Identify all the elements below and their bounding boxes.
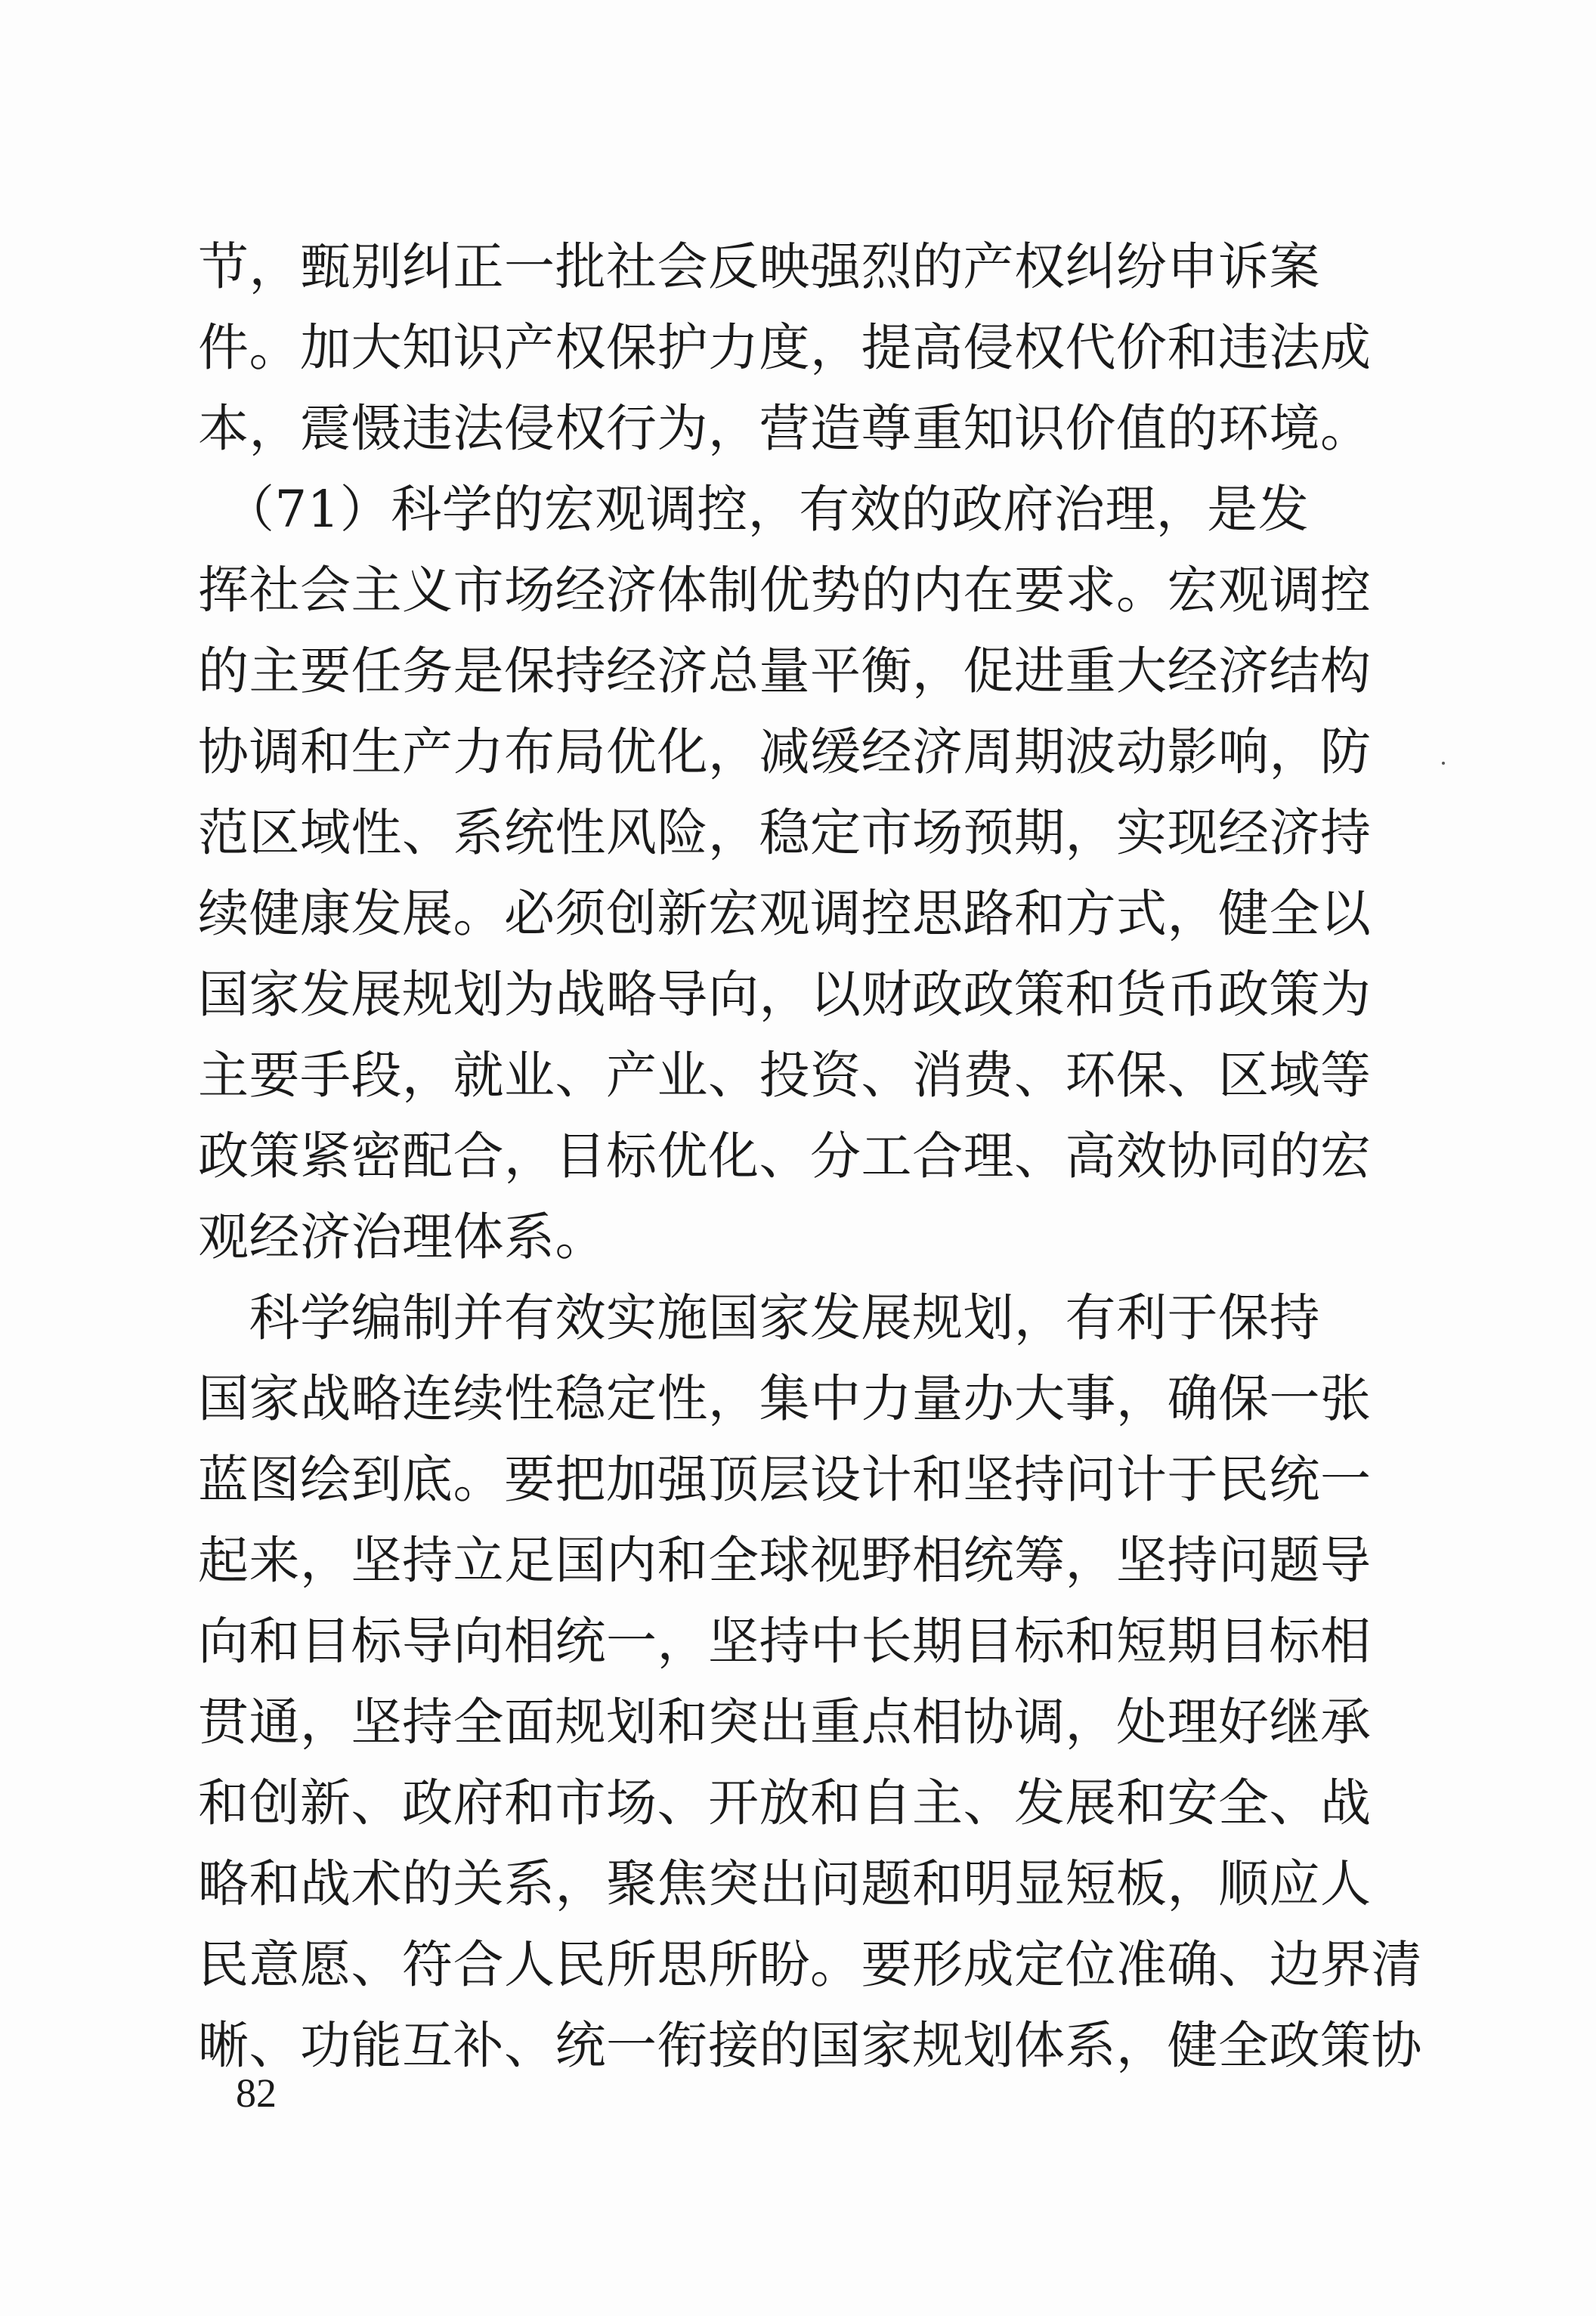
text-line: 观经济治理体系。 bbox=[198, 1207, 606, 1266]
text-line: 起来，坚持立足国内和全球视野相统筹，坚持问题导 bbox=[198, 1531, 1372, 1590]
text-line: 贯通，坚持全面规划和突出重点相协调，处理好继承 bbox=[198, 1693, 1372, 1752]
scan-speck bbox=[1442, 762, 1445, 765]
text-line: 蓝图绘到底。要把加强顶层设计和坚持问计于民统一 bbox=[198, 1450, 1372, 1509]
text-line: 略和战术的关系，聚焦突出问题和明显短板，顺应人 bbox=[198, 1854, 1372, 1913]
text-line: 协调和生产力布局优化，减缓经济周期波动影响，防 bbox=[198, 722, 1372, 781]
text-line: 晰、功能互补、统一衔接的国家规划体系，健全政策协 bbox=[198, 2016, 1422, 2075]
text-line: 主要手段，就业、产业、投资、消费、环保、区域等 bbox=[198, 1046, 1372, 1105]
text-line: 向和目标导向相统一，坚持中长期目标和短期目标相 bbox=[198, 1612, 1372, 1671]
body-text bbox=[198, 227, 1422, 2086]
text-line: 国家发展规划为战略导向，以财政政策和货币政策为 bbox=[198, 965, 1372, 1024]
text-line: 挥社会主义市场经济体制优势的内在要求。宏观调控 bbox=[198, 561, 1372, 620]
text-line: 国家战略连续性稳定性，集中力量办大事，确保一张 bbox=[198, 1369, 1372, 1428]
text-line: 续健康发展。必须创新宏观调控思路和方式，健全以 bbox=[198, 884, 1372, 943]
text-line: 民意愿、符合人民所思所盼。要形成定位准确、边界清 bbox=[198, 1935, 1422, 1994]
text-line: 件。加大知识产权保护力度，提高侵权代价和违法成 bbox=[198, 318, 1372, 377]
text-line: （71）科学的宏观调控，有效的政府治理，是发 bbox=[198, 480, 1310, 539]
text-line: 科学编制并有效实施国家发展规划，有利于保持 bbox=[198, 1288, 1320, 1347]
text-line: 政策紧密配合，目标优化、分工合理、高效协同的宏 bbox=[198, 1127, 1372, 1186]
text-line: 节，甄别纠正一批社会反映强烈的产权纠纷申诉案 bbox=[198, 237, 1320, 296]
text-line: 和创新、政府和市场、开放和自主、发展和安全、战 bbox=[198, 1773, 1372, 1832]
text-line: 本，震慑违法侵权行为，营造尊重知识价值的环境。 bbox=[198, 399, 1372, 458]
page-number: 82 bbox=[236, 2070, 277, 2116]
text-line: 范区域性、系统性风险，稳定市场预期，实现经济持 bbox=[198, 803, 1372, 862]
text-line: 的主要任务是保持经济总量平衡，促进重大经济结构 bbox=[198, 642, 1372, 700]
